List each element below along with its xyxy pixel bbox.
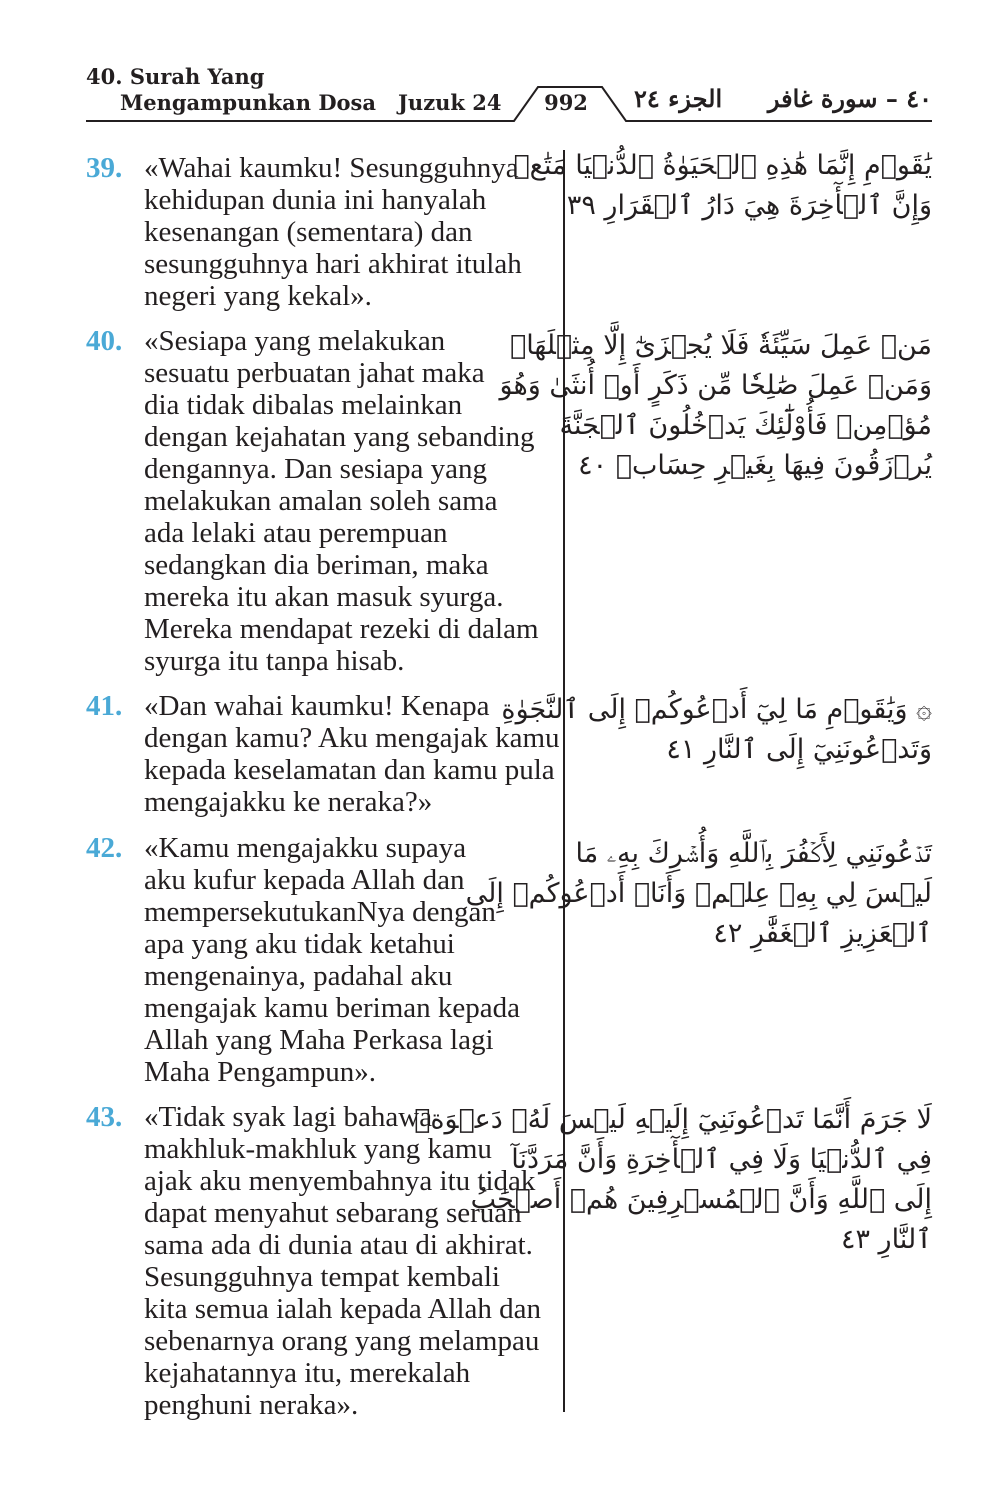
arabic-verse [465,834,932,954]
translation-line: mereka itu akan masuk syurga. [144,581,504,613]
arabic-line: ۞ وَيَٰقَوۡمِ مَا لِيٓ أَدۡعُوكُمۡ إِلَى ٱلنَّجَوٰةِ [501,694,932,725]
arabic-verse [501,690,932,770]
arabic-line: فِي ٱلدُّنۡيَا وَلَا فِي ٱلۡأٓخِرَةِ وَأَنَّ مَرَدَّنَآ [511,1144,932,1175]
translation-line: Sesungguhnya tempat kembali [144,1261,500,1293]
translation-line: aku kufur kepada Allah dan [144,864,465,896]
arabic-line: وَمَنۡ عَمِلَ صَٰلِحٗا مِّن ذَكَرٍ أَوۡ أُنثَىٰ وَهُوَ [499,370,932,401]
translation-line: «Tidak syak lagi bahawa [144,1101,433,1133]
translation-line: negeri yang kekal». [144,280,372,312]
arabic-line: تَدۡعُونَنِي لِأَكۡفُرَ بِٱللَّهِ وَأُشۡرِكَ بِهِۦ مَا [575,838,932,869]
translation-line: dengannya. Dan sesiapa yang [144,453,488,485]
translation-line: ajak aku menyembahnya itu tidak [144,1165,536,1197]
translation-line: apa yang aku tidak ketahui [144,928,455,960]
translation-line: «Kamu mengajakku supaya [144,832,467,864]
arabic-line: وَإِنَّ ٱلۡأٓخِرَةَ هِيَ دَارُ ٱلۡقَرَارِ ٣٩ [566,190,932,221]
arabic-line: يُرۡزَقُونَ فِيهَا بِغَيۡرِ حِسَابٖ ٤٠ [578,450,932,481]
translation-line: Maha Pengampun». [144,1056,376,1088]
verse-translation [86,1101,561,1421]
translation-line: kehidupan dunia ini hanyalah [144,184,487,216]
page-header [86,60,932,124]
arabic-juz-label: الجزء ٢٤ [634,84,723,113]
translation-line: dengan kamu? Aku mengajak kamu [144,722,560,754]
arabic-line: مُؤۡمِنٞ فَأُوْلَٰٓئِكَ يَدۡخُلُونَ ٱلۡجَنَّةَ [559,410,932,441]
juzuk-label: Juzuk 24 [398,90,502,115]
arabic-line: ٱلنَّارِ ٤٣ [840,1224,932,1255]
verse-number: 40. [86,325,123,357]
translation-line: makhluk-makhluk yang kamu [144,1133,492,1165]
translation-line: melakukan amalan soleh sama [144,485,498,517]
arabic-line: وَتَدۡعُونَنِيٓ إِلَى ٱلنَّارِ ٤١ [666,734,932,765]
arabic-line: يَٰقَوۡمِ إِنَّمَا هَٰذِهِ ٱلۡحَيَوٰةُ ٱلدُّنۡيَا مَتَٰعٞ [513,150,932,181]
arabic-verse [513,146,932,226]
translation-line: dengan kejahatan yang sebanding [144,421,535,453]
surah-name-line2: Mengampunkan Dosa [120,90,376,115]
translation-line: Mereka mendapat rezeki di dalam [144,613,539,645]
translation-line: kesenangan (sementara) dan [144,216,473,248]
translation-line: sesungguhnya hari akhirat itulah [144,248,522,280]
verse-translation [86,690,561,818]
arabic-line: لَا جَرَمَ أَنَّمَا تَدۡعُونَنِيٓ إِلَيۡهِ لَيۡسَ لَهُۥ دَعۡوَةٞ [414,1104,932,1135]
translation-line: mempersekutukanNya dengan [144,896,496,928]
arabic-surah-name: ٤٠ – سورة غافر [767,84,932,113]
translation-line: «Sesiapa yang melakukan [144,325,446,357]
translation-line: sama ada di dunia atau di akhirat. [144,1229,533,1261]
translation-line: sebenarnya orang yang melampau [144,1325,540,1357]
verse-number: 39. [86,152,123,184]
arabic-verse [414,1100,932,1260]
translation-line: kejahatannya itu, merekalah [144,1357,471,1389]
arabic-line: لَيۡسَ لِي بِهِۦ عِلۡمٞ وَأَنَا۠ أَدۡعُوكُمۡ إِلَى [465,878,932,909]
arabic-line: مَنۡ عَمِلَ سَيِّئَةٗ فَلَا يُجۡزَىٰٓ إِلَّا مِثۡلَهَاۖ [510,330,932,361]
translation-line: ada lelaki atau perempuan [144,517,448,549]
translation-line: syurga itu tanpa hisab. [144,645,405,677]
surah-name-line1: 40. Surah Yang [86,64,265,89]
translation-line: kepada keselamatan dan kamu pula [144,754,555,786]
translation-line: mengajakku ke neraka?» [144,786,433,818]
translation-line: dia tidak dibalas melainkan [144,389,463,421]
translation-line: mengenainya, padahal aku [144,960,453,992]
translation-line: sesuatu perbuatan jahat maka [144,357,485,389]
verse-translation [86,832,561,1088]
translation-line: Allah yang Maha Perkasa lagi [144,1024,494,1056]
verse-translation [86,152,561,312]
translation-line: kita semua ialah kepada Allah dan [144,1293,541,1325]
translation-line: «Wahai kaumku! Sesungguhnya [144,152,519,184]
translation-line: «Dan wahai kaumku! Kenapa [144,690,490,722]
translation-line: mengajak kamu beriman kepada [144,992,521,1024]
arabic-verse [499,326,932,486]
translation-line: penghuni neraka». [144,1389,359,1421]
page-number: 992 [544,90,588,115]
verse-number: 43. [86,1101,123,1133]
translation-line: dapat menyahut sebarang seruan [144,1197,522,1229]
translation-line: sedangkan dia beriman, maka [144,549,489,581]
arabic-line: ٱلۡعَزِيزِ ٱلۡغَفَّٰرِ ٤٢ [713,918,932,949]
arabic-line: إِلَى ٱللَّهِ وَأَنَّ ٱلۡمُسۡرِفِينَ هُمۡ أَصۡحَٰبُ [470,1184,932,1215]
surah-name [86,64,376,116]
verse-number: 41. [86,690,123,722]
verse-translation [86,325,561,677]
verse-number: 42. [86,832,123,864]
